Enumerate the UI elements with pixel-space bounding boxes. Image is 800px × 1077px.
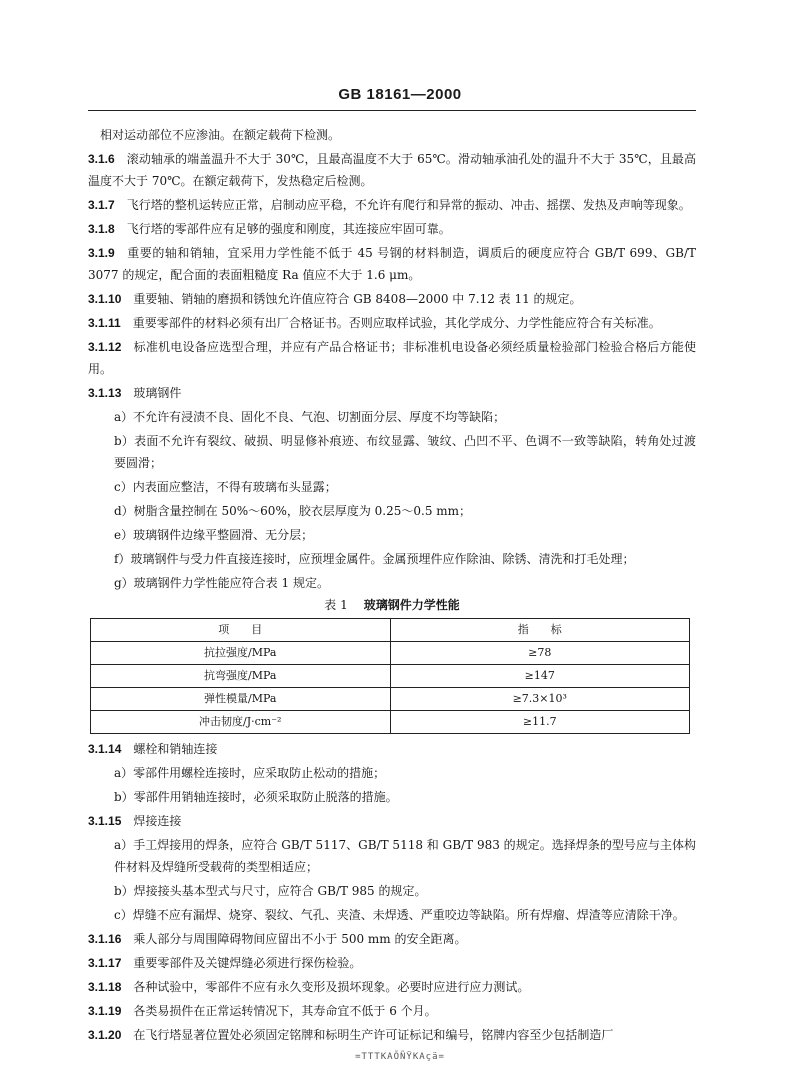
table-row: [91, 711, 690, 734]
clause-number: 3.1.13: [88, 386, 122, 400]
clause: [88, 1024, 696, 1046]
clause: [88, 312, 696, 334]
table-cell: ≥147: [390, 665, 690, 688]
table-caption-number: 表 1: [324, 598, 348, 612]
clause-list-a: [88, 124, 696, 404]
clause-text: 滚动轴承的端盖温升不大于 30℃，且最高温度不大于 65℃。滑动轴承油孔处的温升不大于 35℃，且最高温度不大于 70℃。在额定载荷下，发热稳定后检测。: [88, 152, 696, 188]
clause-text: 焊接连接: [133, 814, 182, 828]
header-rule: [88, 110, 696, 111]
column-header-index: 指 标: [390, 619, 690, 642]
clause-text: 乘人部分与周围障碍物间应留出不小于 500 mm 的安全距离。: [133, 932, 467, 946]
clause-text: 各类易损件在正常运转情况下，其寿命宜不低于 6 个月。: [133, 1004, 437, 1018]
clause-number: 3.1.10: [88, 292, 122, 306]
list-item: c）内表面应整洁，不得有玻璃布头显露；: [114, 480, 337, 494]
clause-text: 重要零部件及关键焊缝必须进行探伤检验。: [133, 956, 362, 970]
clause-number: 3.1.16: [88, 932, 122, 946]
list-item: f）玻璃钢件与受力件直接连接时，应预埋金属件。金属预埋件应作除油、除锈、清洗和打毛处理；: [114, 552, 635, 566]
clause: [88, 288, 696, 310]
table-cell: ≥7.3×10³: [390, 688, 690, 711]
clause: [88, 952, 696, 974]
clause-number: 3.1.20: [88, 1028, 122, 1042]
clause-number: 3.1.14: [88, 742, 122, 756]
list-item: d）树脂含量控制在 50%～60%，胶衣层厚度为 0.25～0.5 mm；: [114, 504, 472, 518]
standard-number-header: GB 18161—2000: [338, 86, 462, 103]
clause-text: 各种试验中，零部件不应有永久变形及损坏现象。必要时应进行应力测试。: [133, 980, 530, 994]
clause-text: 标准机电设备应选型合理，并应有产品合格证书；非标准机电设备必须经质量检验部门检验合格后方能使用。: [88, 340, 696, 376]
list-item: a）不允许有浸渍不良、固化不良、气泡、切割面分层、厚度不均等缺陷；: [114, 410, 506, 424]
clause-text: 螺栓和销轴连接: [133, 742, 218, 756]
table-row: [91, 642, 690, 665]
clause-text: 飞行塔的整机运转应正常，启制动应平稳，不允许有爬行和异常的振动、冲击、摇摆、发热及声响等现象。: [126, 198, 691, 212]
list-item: c）焊缝不应有漏焊、烧穿、裂纹、气孔、夹渣、未焊透、严重咬边等缺陷。所有焊瘤、焊渣等应清除干净。: [114, 908, 685, 922]
clause-list-b: [88, 928, 696, 1046]
clause-number: 3.1.17: [88, 956, 122, 970]
clause: [88, 928, 696, 950]
clause-text: 玻璃钢件: [133, 386, 182, 400]
table-cell: 冲击韧度/J·cm⁻²: [91, 711, 391, 734]
mechanical-properties-table: [90, 618, 690, 734]
table-row: [91, 665, 690, 688]
table-caption-title: 玻璃钢件力学性能: [363, 598, 460, 612]
table-cell: ≥78: [390, 642, 690, 665]
page-footer: =TTTKAÕÑŸKAçä=: [355, 1052, 445, 1062]
list-item: b）零部件用销轴连接时，必须采取防止脱落的措施。: [114, 790, 398, 804]
document-body: [88, 124, 696, 1048]
clause-number: 3.1.11: [88, 316, 121, 330]
clause: [88, 1000, 696, 1022]
list-item: b）表面不允许有裂纹、破损、明显修补痕迹、布纹显露、皱纹、凸凹不平、色调不一致等缺陷，转角处过渡要圆滑；: [114, 434, 696, 470]
clause-number: 3.1.6: [88, 152, 115, 166]
clause-number: 3.1.12: [88, 340, 122, 354]
list-item: e）玻璃钢件边缘平整圆滑、无分层；: [114, 528, 314, 542]
clause: [88, 218, 696, 240]
frp-requirements-list: [88, 406, 696, 594]
table-header-row: [91, 619, 690, 642]
clause-number: 3.1.8: [88, 222, 115, 236]
list-item: b）焊接接头基本型式与尺寸，应符合 GB/T 985 的规定。: [114, 884, 427, 898]
clause: [88, 194, 696, 216]
table-row: [91, 688, 690, 711]
clause-number: 3.1.9: [88, 246, 115, 260]
table-cell: 抗拉强度/MPa: [91, 642, 391, 665]
clause: [88, 336, 696, 380]
table-cell: 弹性模量/MPa: [91, 688, 391, 711]
clause-text: 相对运动部位不应渗油。在额定载荷下检测。: [100, 128, 341, 142]
list-item: g）玻璃钢件力学性能应符合表 1 规定。: [114, 576, 329, 590]
clause-text: 重要轴、销轴的磨损和锈蚀允许值应符合 GB 8408—2000 中 7.12 表 11 的规定。: [133, 292, 582, 306]
clause-text: 飞行塔的零部件应有足够的强度和刚度，其连接应牢固可靠。: [126, 222, 451, 236]
column-header-item: 项 目: [91, 619, 391, 642]
clause-text: 重要零部件的材料必须有出厂合格证书。否则应取样试验，其化学成分、力学性能应符合有关标准。: [132, 316, 661, 330]
clause: [88, 382, 696, 404]
clause: [88, 124, 696, 146]
clause-number: 3.1.15: [88, 814, 122, 828]
clause-text: 重要的轴和销轴，宜采用力学性能不低于 45 号钢的材料制造，调质后的硬度应符合 GB/T 699、GB/T 3077 的规定，配合面的表面粗糙度 Ra 值应不大于 1.6 μm。: [88, 246, 696, 282]
table-cell: ≥11.7: [390, 711, 690, 734]
clause-number: 3.1.19: [88, 1004, 122, 1018]
clause-text: 在飞行塔显著位置处必须固定铭牌和标明生产许可证标记和编号，铭牌内容至少包括制造厂: [133, 1028, 614, 1042]
clause: [88, 242, 696, 286]
clause: [88, 810, 696, 832]
list-item: a）零部件用螺栓连接时，应采取防止松动的措施；: [114, 766, 386, 780]
clause-number: 3.1.7: [88, 198, 115, 212]
list-item: a）手工焊接用的焊条，应符合 GB/T 5117、GB/T 5118 和 GB/T 983 的规定。选择焊条的型号应与主体构件材料及焊缝所受载荷的类型相适应；: [114, 838, 696, 874]
table-caption: [88, 594, 696, 616]
clause: [88, 148, 696, 192]
clause: [88, 976, 696, 998]
table-cell: 抗弯强度/MPa: [91, 665, 391, 688]
clause-number: 3.1.18: [88, 980, 122, 994]
clause: [88, 738, 696, 760]
